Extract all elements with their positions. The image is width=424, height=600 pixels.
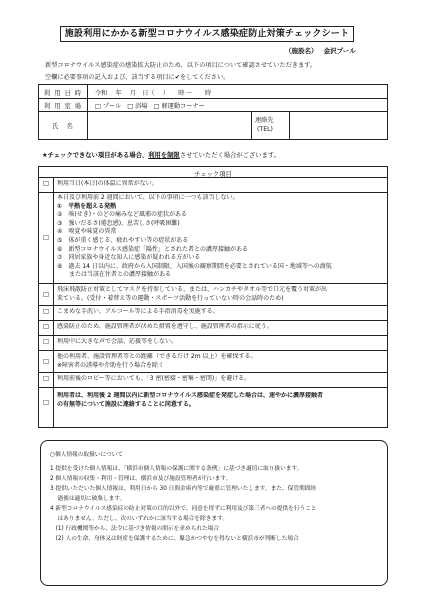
name-label: 氏 名 (52, 123, 74, 130)
intro-line-2: 空欄に必要事項の記入および、該当する項目に✔をしてください。 (45, 74, 230, 81)
room-options[interactable]: □ プール □ 浴場 □ 軽運動コーナー (95, 103, 205, 110)
check-items-table (38, 166, 388, 428)
check-item-8: 利用前後のロビー等においても、「3 密(密接・密集・密閉)」を避ける。 (57, 375, 251, 382)
facility-name: 金沢プール (323, 47, 356, 55)
privacy-line: (2) 人の生命、身体又は財産を保護するために、緊急かつやむを得ないと横浜市が判断した場合 (50, 536, 299, 542)
check-item-5: 感染防止のため、施設管理者が決めた措置を遵守し、施設管理者の指示に従う。 (57, 323, 273, 330)
check-item-2: 本日及び利用前 2 週間において、以下の事項に一つも該当しない。 ① 平熱を超える発熱 ② 咳(せき)・のどの痛みなど風邪の症状がある ③ 強いだるさ(倦怠感)、息苦しさ(呼吸困難) ④ 嗅覚や味覚の異常 ⑤ 体が重く感じる、疲れやすい等の症状がある ⑥ 新型コロナウイルス感染症「陽性」とされた者との濃厚接触がある ⑦ 同居家族や身近な知人に感染が疑われる方がいる ⑧ 過去 14 日以内に、政府から入国制限、入国後の観察期間を必要とされている国・地域等への渡航 または当該在住者との濃厚接触がある (57, 194, 332, 279)
privacy-line: 3 提供いただいた個人情報は、利用日から 30 日間金庫内等で厳重に管理いたします。また、保管期間経 (50, 486, 317, 492)
privacy-line: はありません。ただし、次のいずれかに該当する場合を除きます。 (50, 516, 229, 522)
privacy-heading: ○個人情報の取扱いについて (50, 452, 124, 458)
checkbox[interactable]: □ (43, 323, 49, 330)
check-item-7: 他の利用者、施設管理者等との距離（できるだけ 2m 以上）を確保する。 ※障害者の誘導や介助を行う場合を除く (57, 353, 257, 369)
privacy-line: (1) 行政機関等から、法令に基づき情報の開示を求められた場合 (50, 526, 220, 532)
date-field[interactable]: 令和 年 月 日（ ） 時 ～ 時 (95, 90, 212, 97)
contact-field[interactable] (291, 112, 385, 138)
privacy-line: 2 個人情報の収集・利用・管理は、横浜市及び施設管理者が行います。 (50, 476, 232, 482)
privacy-notice (40, 440, 388, 586)
checkbox[interactable]: □ (43, 338, 49, 345)
room-label: 利 用 室 場 (43, 103, 83, 110)
privacy-line: 4 新型コロナウイルス感染症の防止対策の目的以外で、同意を得ずに利用及び第三者への提供を行うこと (50, 506, 317, 512)
checkbox[interactable]: □ (43, 399, 49, 406)
date-label: 利 用 日 時 (43, 90, 83, 97)
checkbox[interactable]: □ (43, 291, 49, 298)
check-header: チェック項目 (194, 171, 232, 178)
facility-line (285, 46, 356, 55)
check-item-3: 飛沫飛散防止対策としてマスクを持参している、または、ハンカチやタオル等で口元を覆う対策が出 来ている。(受付・着替え等の運動・スポーツ活動を行っていない時の会話時のため) (57, 286, 328, 302)
name-field[interactable] (91, 112, 249, 138)
page-title: 施設利用にかかる新型コロナウイルス感染症防止対策チェックシート (60, 26, 354, 42)
check-item-4: こまめな手洗い、アルコール等による手指消毒を実施する。 (57, 308, 219, 315)
check-item-6: 利用中に大きな声で会話、応援等をしない。 (57, 338, 178, 345)
checkbox[interactable]: □ (43, 180, 49, 187)
registration-form (38, 84, 388, 140)
privacy-line: 1 提供を受けた個人情報は、「横浜市個人情報の保護に関する条例」に基づき適切に取り扱います。 (50, 466, 303, 472)
checkbox[interactable]: □ (43, 234, 49, 241)
intro-line-1: 新型コロナウイルス感染症の感染拡大防止のため、以下の項目について確認させていただきます。 (45, 62, 317, 69)
contact-sub-label: (TEL) (257, 126, 273, 133)
check-item-9: 利用者は、利用後 2 週間以内に新型コロナウイルス感染症を発症した場合は、速やかに濃厚接触者 の有無等について施設に連絡することに同意する。 (57, 392, 323, 408)
restriction-warning: ★チェックできない項目がある場合、利用を制限させていただく場合がございます。 (42, 152, 280, 159)
checkbox[interactable]: □ (43, 375, 49, 382)
check-item-1: 利用当日(本日)の体温に異常がない。 (57, 180, 158, 187)
contact-label: 連絡先 (255, 117, 274, 124)
privacy-line: 過後は適切に破棄します。 (50, 496, 126, 502)
checkbox[interactable]: □ (43, 308, 49, 315)
facility-label: （施設名） (285, 47, 318, 55)
checkbox[interactable]: □ (43, 358, 49, 365)
